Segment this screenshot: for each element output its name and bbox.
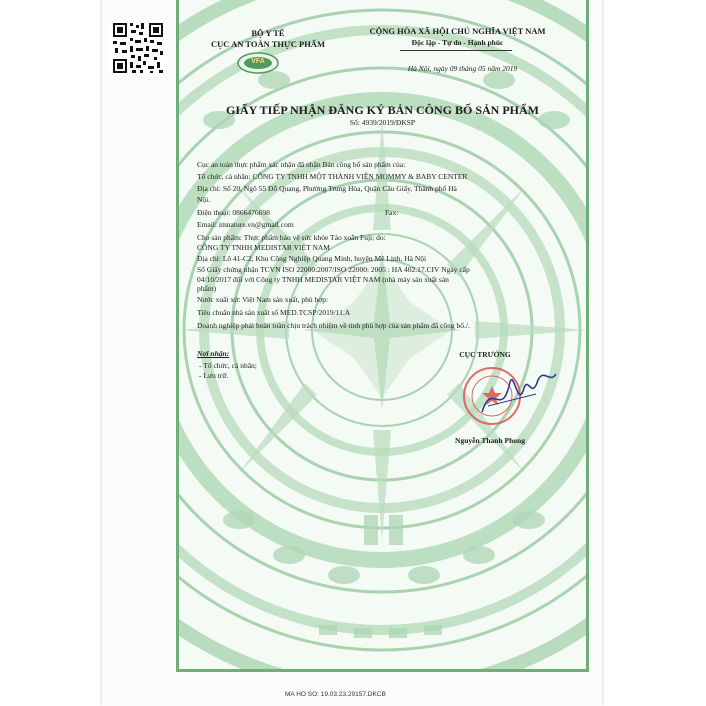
recipient-item: - Tổ chức, cá nhân; <box>199 361 257 370</box>
manufacturer-address: Địa chỉ: Lô 41-C2, Khu Công Nghiệp Quang Minh, huyện Mê Linh, Hà Nội <box>197 254 427 263</box>
certificate <box>176 0 589 672</box>
ministry-name: BỘ Y TẾ <box>251 28 285 38</box>
drum-pattern-background <box>179 0 586 669</box>
certificate-line-2: 04/10/2017 đối với Công ty TNHH MEDISTAR VIỆT NAM (nhà máy sản xuất sản <box>197 275 449 284</box>
department-name: CỤC AN TOÀN THỰC PHẨM <box>211 39 325 49</box>
organization-address: Địa chỉ: Số 20, Ngõ 55 Đỗ Quang, Phường Trung Hòa, Quận Cầu Giấy, Thành phố Hà <box>197 184 457 193</box>
email-line: Email: imnature.vn@gmail.com <box>197 220 294 229</box>
certificate-line-3: phẩm) <box>197 284 217 293</box>
issue-date: Hà Nội, ngày 09 tháng 05 năm 2019 <box>407 64 518 73</box>
standard-line: Tiêu chuẩn nhà sản xuất số MED.TCSP/2019/11.A <box>197 308 351 317</box>
motto-underline <box>400 50 512 51</box>
national-motto: Độc lập - Tự do - Hạnh phúc <box>411 38 504 47</box>
responsibility-line: Doanh nghiệp phải hoàn toàn chịu trách nhiệm về tính phù hợp của sản phẩm đã công bố./. <box>197 321 470 330</box>
document-number: Số: 4939/2019/ĐKSP <box>349 118 416 127</box>
qr-code <box>110 20 166 76</box>
intro-text: Cục an toàn thực phẩm xác nhận đã nhận Bản công bố sản phẩm của: <box>197 160 406 169</box>
fax-line: Fax: <box>385 208 399 217</box>
signatory-name: Nguyễn Thanh Phong <box>455 436 525 445</box>
phone-line: Điện thoại: 0866476698 <box>197 208 270 217</box>
organization-line: Tổ chức, cá nhân: CÔNG TY TNHH MỘT THÀNH VIÊN MOMMY & BABY CENTER <box>197 172 468 181</box>
official-stamp-and-signature <box>452 360 562 430</box>
dossier-code: MA HO SO: 19.03.23.29157.DKCB <box>285 691 386 698</box>
certificate-line-1: Số Giấy chứng nhận TCVN ISO 22000:2007/ISO 22000: 2005 : HA 402.17.CIV Ngày cấp <box>197 265 470 274</box>
product-line: Cho sản phẩm: Thực phẩm bảo vệ sức khỏe Táo xoắn Fuji; do: <box>197 233 386 242</box>
recipient-item: - Lưu trữ. <box>199 371 229 380</box>
manufacturer-name: CÔNG TY TNHH MEDISTAR VIỆT NAM <box>197 243 330 252</box>
country-name: CỘNG HÒA XÃ HỘI CHỦ NGHĨA VIỆT NAM <box>369 26 546 36</box>
organization-address-cont: Nội. <box>197 195 211 204</box>
recipients-heading: Nơi nhận: <box>197 349 230 358</box>
vfa-logo-text: VFA <box>251 58 265 65</box>
document-title: GIẤY TIẾP NHẬN ĐĂNG KÝ BẢN CÔNG BỐ SẢN PHẨM <box>225 103 540 117</box>
signatory-title: CỤC TRƯỞNG <box>459 350 511 359</box>
origin-line: Nước xuất xứ: Việt Nam sản xuất, phù hợp: <box>197 295 329 304</box>
vfa-logo <box>237 52 279 74</box>
